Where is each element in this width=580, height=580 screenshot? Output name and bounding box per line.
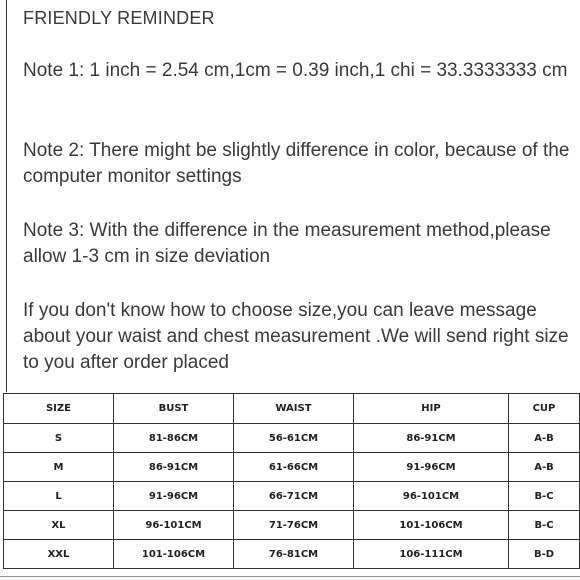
cell-waist: 76-81CM (234, 540, 354, 569)
cell-waist: 56-61CM (234, 424, 354, 453)
left-border-line (6, 0, 7, 392)
header-size: SIZE (4, 394, 114, 424)
table-row (4, 540, 580, 569)
cell-hip: 96-101CM (354, 482, 509, 511)
note-2-color-difference: Note 2: There might be slightly difference in color, because of the computer monitor settings (23, 140, 570, 187)
bottom-divider (0, 576, 580, 577)
table-row (4, 511, 580, 540)
cell-cup: B-C (509, 482, 580, 511)
cell-size: XXL (4, 540, 114, 569)
cell-waist: 71-76CM (234, 511, 354, 540)
cell-size: M (4, 453, 114, 482)
header-bust: BUST (114, 394, 234, 424)
cell-bust: 91-96CM (114, 482, 234, 511)
cell-cup: A-B (509, 453, 580, 482)
cell-cup: B-D (509, 540, 580, 569)
header-hip: HIP (354, 394, 509, 424)
cell-waist: 66-71CM (234, 482, 354, 511)
cell-cup: B-C (509, 511, 580, 540)
cell-hip: 86-91CM (354, 424, 509, 453)
cell-bust: 96-101CM (114, 511, 234, 540)
note-1-unit-conversion: Note 1: 1 inch = 2.54 cm,1cm = 0.39 inch,1 chi = 33.3333333 cm (23, 60, 568, 81)
table-header-row (4, 394, 580, 424)
cell-hip: 91-96CM (354, 453, 509, 482)
cell-bust: 86-91CM (114, 453, 234, 482)
cell-size: S (4, 424, 114, 453)
header-waist: WAIST (234, 394, 354, 424)
cell-bust: 81-86CM (114, 424, 234, 453)
cell-waist: 61-66CM (234, 453, 354, 482)
table-row (4, 424, 580, 453)
cell-hip: 101-106CM (354, 511, 509, 540)
cell-hip: 106-111CM (354, 540, 509, 569)
note-3-size-deviation: Note 3: With the difference in the measurement method,please allow 1-3 cm in size deviation (23, 220, 551, 267)
table-row (4, 482, 580, 511)
cell-size: XL (4, 511, 114, 540)
cell-cup: A-B (509, 424, 580, 453)
cell-bust: 101-106CM (114, 540, 234, 569)
size-chart-table (3, 393, 580, 569)
reminder-heading: FRIENDLY REMINDER (23, 8, 215, 28)
cell-size: L (4, 482, 114, 511)
table-row (4, 453, 580, 482)
header-cup: CUP (509, 394, 580, 424)
size-advice-message: If you don't know how to choose size,you can leave message about your waist and chest measurement .We will send right size to you after order placed (23, 300, 569, 373)
